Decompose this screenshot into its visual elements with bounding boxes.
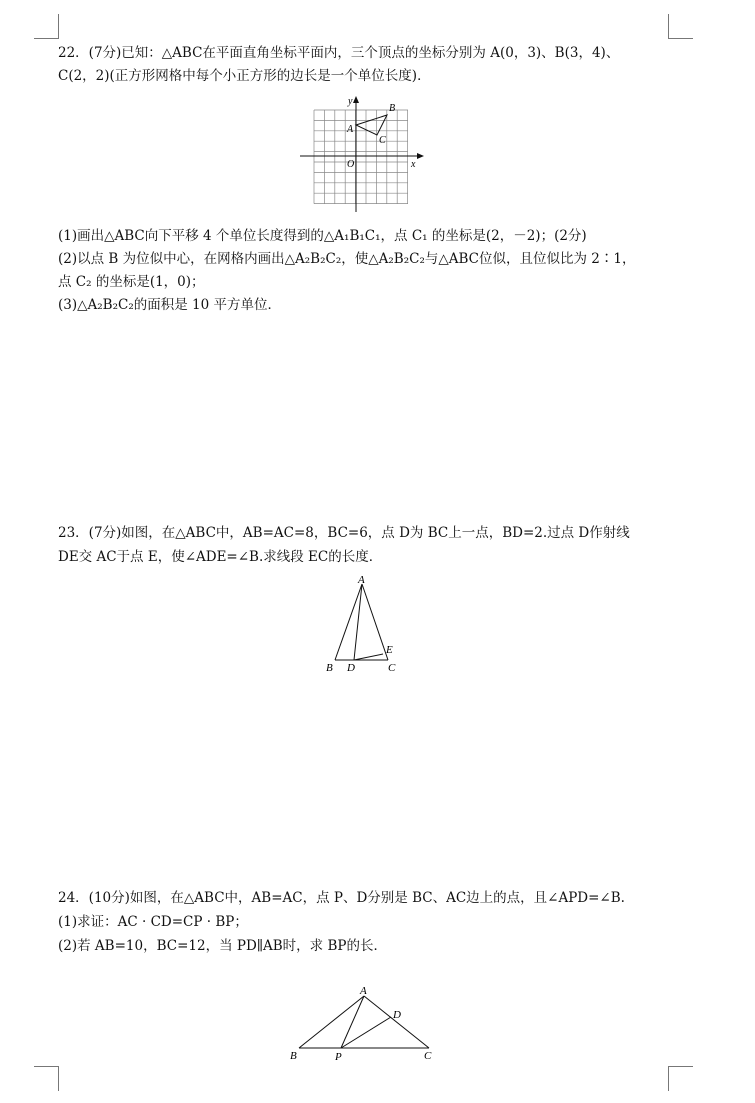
q23-line-2: DE交 AC于点 E，使∠ADE=∠B.求线段 EC的长度． <box>58 549 383 565</box>
q24-line-2: (1)求证：AC · CD=CP · BP； <box>58 914 248 930</box>
crop-mark-bottom-left <box>34 1066 59 1091</box>
label-b: B <box>389 103 396 114</box>
q22-line-1: 22．(7分)已知：△ABC在平面直角坐标平面内，三个顶点的坐标分别为 A(0，3)、B(3，4)、 <box>58 45 620 61</box>
q22-line-2: C(2，2)(正方形网格中每个小正方形的边长是一个单位长度)． <box>58 68 431 84</box>
label-b: B <box>290 1050 297 1062</box>
grid-lines <box>314 110 408 204</box>
label-a: A <box>347 124 354 135</box>
label-a: A <box>360 985 367 997</box>
label-a: A <box>358 574 365 586</box>
label-origin: O <box>347 159 355 170</box>
x-axis-arrow <box>417 153 424 159</box>
crop-mark-top-left <box>34 14 59 39</box>
q24-line-1: 24．(10分)如图，在△ABC中，AB=AC，点 P、D分别是 BC、AC边上的点，且∠APD=∠B. <box>58 890 625 906</box>
q22-part-2-line-2: 点 C₂ 的坐标是(1，0)； <box>58 274 205 290</box>
crop-mark-bottom-right <box>668 1066 693 1091</box>
label-c: C <box>379 135 386 146</box>
q22-part-1: (1)画出△ABC向下平移 4 个单位长度得到的△A₁B₁C₁，点 C₁ 的坐标是(2，－2)；(2分) <box>58 228 587 244</box>
label-d: D <box>347 662 355 674</box>
label-e: E <box>386 644 393 656</box>
q22-coordinate-grid-figure <box>296 92 432 218</box>
label-b: B <box>326 662 333 674</box>
label-c: C <box>388 662 396 674</box>
label-x: x <box>411 159 416 170</box>
q23-triangle-figure <box>320 572 410 676</box>
q24-line-3: (2)若 AB=10，BC=12，当 PD∥AB时，求 BP的长． <box>58 938 387 954</box>
label-d: D <box>393 1009 401 1021</box>
label-y: y <box>348 96 353 107</box>
y-axis-arrow <box>353 96 359 103</box>
label-p: P <box>335 1051 342 1063</box>
label-c: C <box>424 1050 432 1062</box>
q22-part-3: (3)△A₂B₂C₂的面积是 10 平方单位． <box>58 297 282 313</box>
q23-line-1: 23．(7分)如图，在△ABC中，AB=AC=8，BC=6，点 D为 BC上一点，BD=2.过点 D作射线 <box>58 525 630 541</box>
crop-mark-top-right <box>668 14 693 39</box>
q22-part-2-line-1: (2)以点 B 为位似中心，在网格内画出△A₂B₂C₂，使△A₂B₂C₂与△ABC位似，且位似比为 2∶1， <box>58 251 636 267</box>
triangle-abc <box>356 115 387 135</box>
q24-triangle-figure <box>285 982 445 1066</box>
